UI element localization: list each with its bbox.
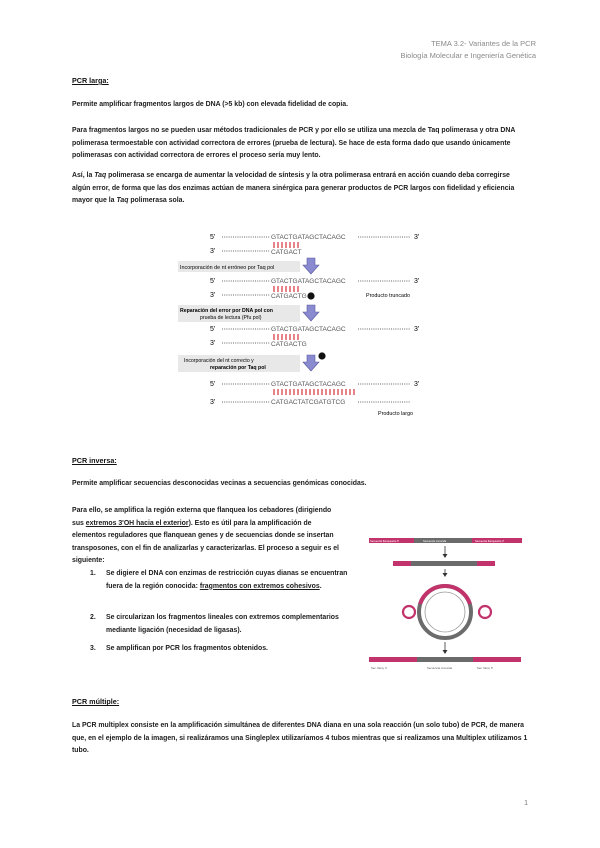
template-sequence: GTACTGATAGCTACAGC	[271, 234, 346, 241]
digest-fragment-left	[393, 561, 411, 566]
primer-sequence: CATGACT	[271, 249, 302, 256]
step-3-label-line1: Incorporación del nt correcto y	[184, 358, 254, 364]
arrow-head-icon	[443, 650, 448, 654]
primer-sequence: CATGACTG	[271, 293, 307, 300]
base-pair-ticks	[274, 334, 298, 340]
top-label-flank3: Secuencia flanqueante 3'	[475, 540, 505, 543]
pcr-larga-paragraph-2	[72, 170, 530, 208]
bottom-label-known: Secuencia conocida	[427, 666, 453, 670]
prime3-label: 3'	[210, 292, 216, 299]
page-header	[401, 38, 537, 62]
down-arrow-icon	[303, 355, 319, 371]
step-1-label: Incorporación de nt erróneo por Taq pol	[180, 265, 275, 271]
product-sequence: CATGACTATCGATGTCG	[271, 399, 346, 406]
correct-nt-marker-icon	[318, 352, 325, 359]
prime3-label: 3'	[414, 326, 420, 333]
prime3-label: 3'	[414, 381, 420, 388]
prime5-label: 5'	[210, 381, 216, 388]
base-pair-ticks	[274, 242, 298, 248]
taq-italic: Taq	[116, 197, 129, 205]
primer-sequence: CATGACTG	[271, 341, 307, 348]
text-run: Así, la	[72, 172, 95, 179]
truncated-product-label: Producto truncado	[366, 293, 411, 299]
section-title-pcr-inversa: PCR inversa:	[72, 456, 117, 465]
inner-ring	[425, 592, 465, 632]
pcr-larga-paragraph-1: Para fragmentos largos no se pueden usar métodos tradicionales de PCR y por ello se utiliza una mezcla de Taq polimerasa y otra DNA polimerasa termoestable con actividad correctora de errores (prueba de lectura). Se hace de esta forma dado que usando únicamente polimerasas con actividad correctora de errores el proceso sería muy lento.	[72, 127, 516, 160]
step-2-label-line2: prueba de lectura (Pfu pol)	[200, 315, 262, 321]
digest-fragment-right	[477, 561, 495, 566]
page-number: 1	[524, 800, 528, 807]
section-title-pcr-multiple: PCR múltiple:	[72, 697, 120, 706]
prime3-label: 3'	[210, 399, 216, 406]
list-number: 2.	[90, 614, 96, 621]
prime3-label: 3'	[210, 248, 216, 255]
pcr-larga-figure	[170, 225, 440, 420]
arrow-head-icon	[443, 554, 448, 558]
list-text	[106, 568, 351, 593]
bottom-label-flank3: Sec. flanq. 3'	[371, 666, 388, 670]
bottom-label-flank5: Sec. flanq. 5'	[477, 666, 494, 670]
base-pair-ticks	[274, 286, 298, 292]
header-topic: TEMA 3.2- Variantes de la PCR	[431, 39, 536, 48]
prime3-label: 3'	[210, 340, 216, 347]
text-run: polimerasa sola.	[128, 197, 185, 205]
text-run: Para ello, se amplifica la región externa que flanquea los cebadores (dirigiendo sus	[72, 507, 332, 527]
top-label-known: Secuencia conocida	[423, 540, 447, 543]
header-course: Biología Molecular e Ingeniería Genética	[400, 51, 536, 60]
underlined-text: extremos 3'OH hacia el exterior	[85, 519, 189, 527]
small-circle-left	[403, 606, 415, 618]
list-text: Se circularizan los fragmentos lineales con extremos complementarios mediante ligación (necesidad de ligasas).	[106, 614, 339, 634]
text-run: polimerasa se encarga de aumentar la velocidad de síntesis y la otra polimerasa entrará en acción cuando deba corregirse algún error, de forma que las dos enzimas actúan de manera sinérgica para generar productos de PCR largos con fidelidad y eficiencia mayor que la	[72, 172, 515, 205]
text-run: ). Esto es útil para la amplificación de elementos reguladores que flanquean genes y de secuencias donde se insertan transposones, con el fin de analizarlas y caracterizarlas. El proceso a seguir es el siguiente:	[72, 519, 339, 565]
template-sequence: GTACTGATAGCTACAGC	[271, 381, 346, 388]
circular-flank-arc	[445, 586, 470, 604]
template-sequence: GTACTGATAGCTACAGC	[271, 278, 346, 285]
product-flank-right	[473, 657, 521, 662]
arrow-head-icon	[443, 573, 448, 577]
long-product-label: Producto largo	[378, 411, 414, 417]
pcr-multiple-paragraph: La PCR multiplex consiste en la amplificación simultánea de diferentes DNA diana en una sola reacción (un solo tubo) de PCR, de manera que, en el ejemplo de la imagen, si realizáramos una Singleplex utilizaríamos 4 tubos mientras que si realizamos una Multiplex utilizamos 1 tubo.	[72, 722, 528, 755]
top-label-flank5: Secuencia flanqueante 5'	[370, 540, 400, 543]
prime5-label: 5'	[210, 326, 216, 333]
product-known	[417, 657, 473, 662]
step-2-label-line1: Reparación del error por DNA pol con	[180, 308, 273, 314]
text-run: .	[319, 582, 322, 590]
small-circle-right	[479, 606, 491, 618]
pcr-inversa-intro: Permite amplificar secuencias desconocidas vecinas a secuencias genómicas conocidas.	[72, 480, 367, 487]
list-text: Se amplifican por PCR los fragmentos obtenidos.	[106, 645, 268, 652]
taq-italic: Taq	[94, 172, 107, 179]
pcr-larga-intro: Permite amplificar fragmentos largos de DNA (>5 kb) con elevada fidelidad de copia.	[72, 101, 349, 108]
text-run: Se digiere el DNA con enzimas de restricción cuyas dianas se encuentran fuera de la región conocida:	[106, 570, 348, 590]
prime5-label: 5'	[210, 278, 216, 285]
pcr-inversa-figure	[365, 532, 530, 675]
circular-flank-arc	[420, 586, 445, 604]
digest-fragment-known	[411, 561, 477, 566]
prime3-label: 3'	[414, 278, 420, 285]
template-sequence: GTACTGATAGCTACAGC	[271, 326, 346, 333]
list-number: 3.	[90, 645, 96, 652]
list-number: 1.	[90, 570, 96, 577]
base-pair-ticks-full	[274, 389, 354, 395]
down-arrow-icon	[303, 258, 319, 274]
section-title-pcr-larga: PCR larga:	[72, 76, 109, 85]
error-marker-icon	[307, 292, 314, 299]
product-flank-left	[369, 657, 417, 662]
prime5-label: 5'	[210, 234, 216, 241]
underlined-text: fragmentos con extremos cohesivos	[199, 582, 320, 590]
down-arrow-icon	[303, 305, 319, 321]
step-3-label-line2: reparación por Taq pol	[210, 365, 266, 371]
prime3-label: 3'	[414, 234, 420, 241]
